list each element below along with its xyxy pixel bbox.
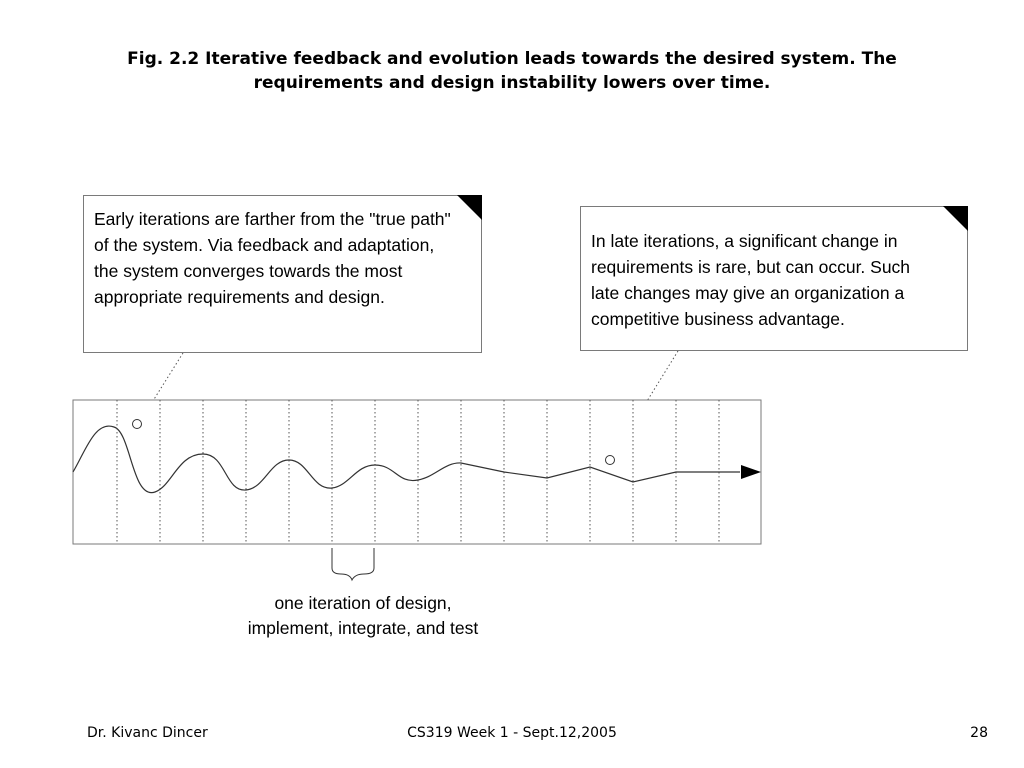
iteration-caption-line-2: implement, integrate, and test xyxy=(247,618,479,638)
footer-course: CS319 Week 1 - Sept.12,2005 xyxy=(407,725,617,741)
note-corner-icon xyxy=(943,206,968,231)
early-iterations-text: Early iterations are farther from the "true path" of the system. Via feedback and adaptation, the system converges towards the most appropriate requirements and design. xyxy=(94,209,451,307)
figure-title-line-2: requirements and design instability lowers over time. xyxy=(253,73,771,93)
footer-page-number: 28 xyxy=(970,725,988,741)
late-iterations-note xyxy=(580,206,968,351)
iteration-brace xyxy=(332,548,374,580)
late-iterations-text: In late iterations, a significant change in requirements is rare, but can occur. Such late changes may give an organization a competitive business advantage. xyxy=(591,231,911,329)
footer-author: Dr. Kivanc Dincer xyxy=(87,725,208,741)
iteration-caption xyxy=(213,591,513,641)
note-corner-icon xyxy=(457,195,482,220)
timeline-box xyxy=(73,400,761,544)
right-callout-anchor xyxy=(606,456,615,465)
iteration-caption-line-1: one iteration of design, xyxy=(274,593,452,613)
left-callout-anchor xyxy=(133,420,142,429)
figure-title-line-1: Fig. 2.2 Iterative feedback and evolution leads towards the desired system. The xyxy=(127,49,897,69)
early-iterations-note xyxy=(83,195,482,353)
